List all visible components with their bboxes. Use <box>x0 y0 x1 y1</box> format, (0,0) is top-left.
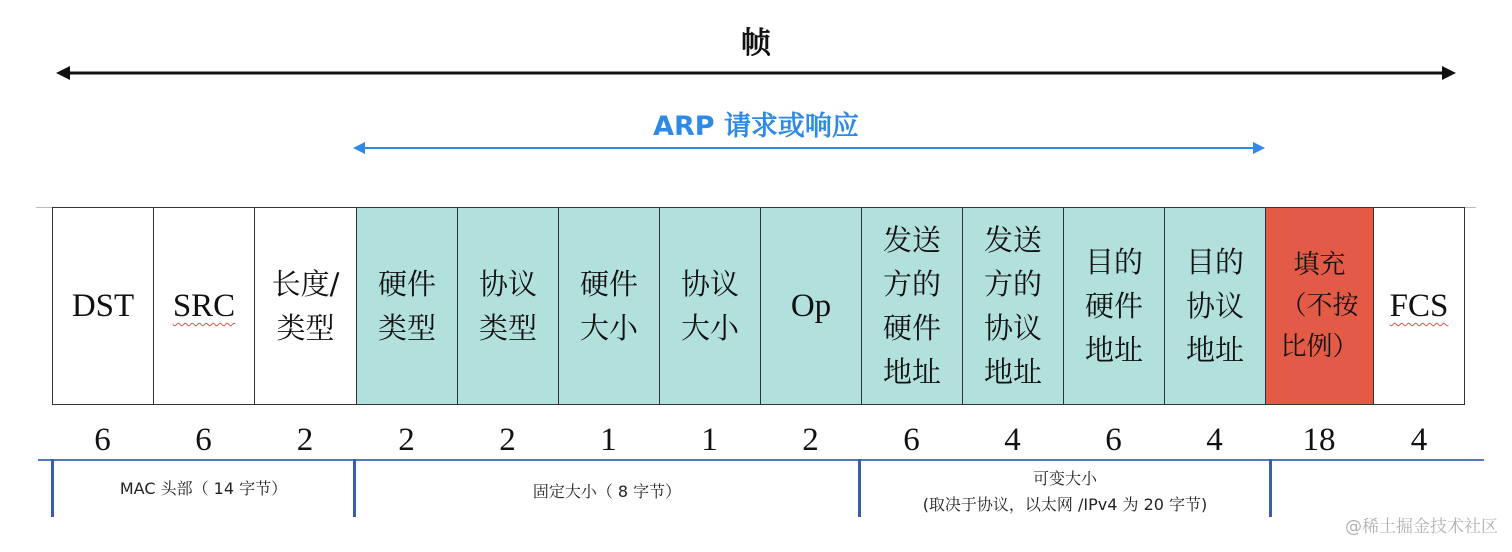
field-label: Op <box>790 288 832 324</box>
arp-label: ARP 请求或响应 <box>653 111 859 142</box>
field-cell-9 <box>962 208 1063 404</box>
field-label: 硬件 类型 <box>377 267 436 345</box>
field-cell-2 <box>254 208 356 404</box>
field-label: 目的 硬件 地址 <box>1084 245 1143 367</box>
field-cell-1 <box>153 208 254 404</box>
field-label: DST <box>71 288 135 324</box>
field-label: 填充 （不按 比例） <box>1280 249 1359 362</box>
field-size: 1 <box>600 422 617 458</box>
field-size: 6 <box>94 422 111 458</box>
group-variable-size-line2: (取决于协议，以太网 /IPv4 为 20 字节) <box>922 495 1208 514</box>
frame-arrow <box>56 66 1456 80</box>
field-label: 协议 类型 <box>478 267 537 345</box>
field-label: FCS <box>1389 288 1449 324</box>
arp-frame-fields-table <box>52 207 1465 405</box>
field-cell-3 <box>356 208 457 404</box>
watermark: @稀土掘金技术社区 <box>1345 517 1498 537</box>
field-label: 目的 协议 地址 <box>1185 245 1244 367</box>
field-size: 18 <box>1302 422 1336 458</box>
field-size: 6 <box>1105 422 1122 458</box>
group-mac-header: MAC 头部（ 14 字节） <box>119 479 288 498</box>
field-label: 发送 方的 硬件 地址 <box>882 223 941 389</box>
field-size: 2 <box>296 422 314 458</box>
group-fixed-size: 固定大小（ 8 字节） <box>532 482 682 501</box>
field-size: 4 <box>1206 422 1223 458</box>
field-label: 协议 大小 <box>680 267 739 345</box>
field-cell-8 <box>861 208 962 404</box>
field-label: 硬件 大小 <box>579 267 638 345</box>
field-cell-5 <box>558 208 659 404</box>
field-size: 6 <box>195 422 212 458</box>
field-cell-0 <box>52 208 153 404</box>
group-bracket-line <box>38 459 1484 461</box>
frame-label: 帧 <box>741 26 771 61</box>
field-cell-6 <box>659 208 760 404</box>
field-cell-13 <box>1373 208 1465 404</box>
field-size: 2 <box>499 422 516 458</box>
group-variable-size-line1: 可变大小 <box>1032 469 1097 488</box>
group-divider-variable-end <box>1269 459 1272 517</box>
field-size: 4 <box>1410 422 1428 458</box>
field-cell-4 <box>457 208 558 404</box>
field-label: 长度/ 类型 <box>271 267 340 345</box>
field-size: 6 <box>903 422 920 458</box>
field-size: 4 <box>1004 422 1021 458</box>
field-label: 发送 方的 协议 地址 <box>983 223 1042 389</box>
field-size-row <box>52 418 1465 462</box>
field-size: 2 <box>398 422 415 458</box>
arp-arrow <box>353 142 1265 154</box>
field-size: 2 <box>802 422 819 458</box>
span-arrows <box>0 0 1512 200</box>
field-cell-11 <box>1164 208 1265 404</box>
field-size: 1 <box>701 422 718 458</box>
field-label: SRC <box>172 288 236 324</box>
field-cell-7 <box>760 208 861 404</box>
field-cell-12 <box>1265 208 1373 404</box>
field-cell-10 <box>1063 208 1164 404</box>
group-variable-size <box>861 466 1269 518</box>
